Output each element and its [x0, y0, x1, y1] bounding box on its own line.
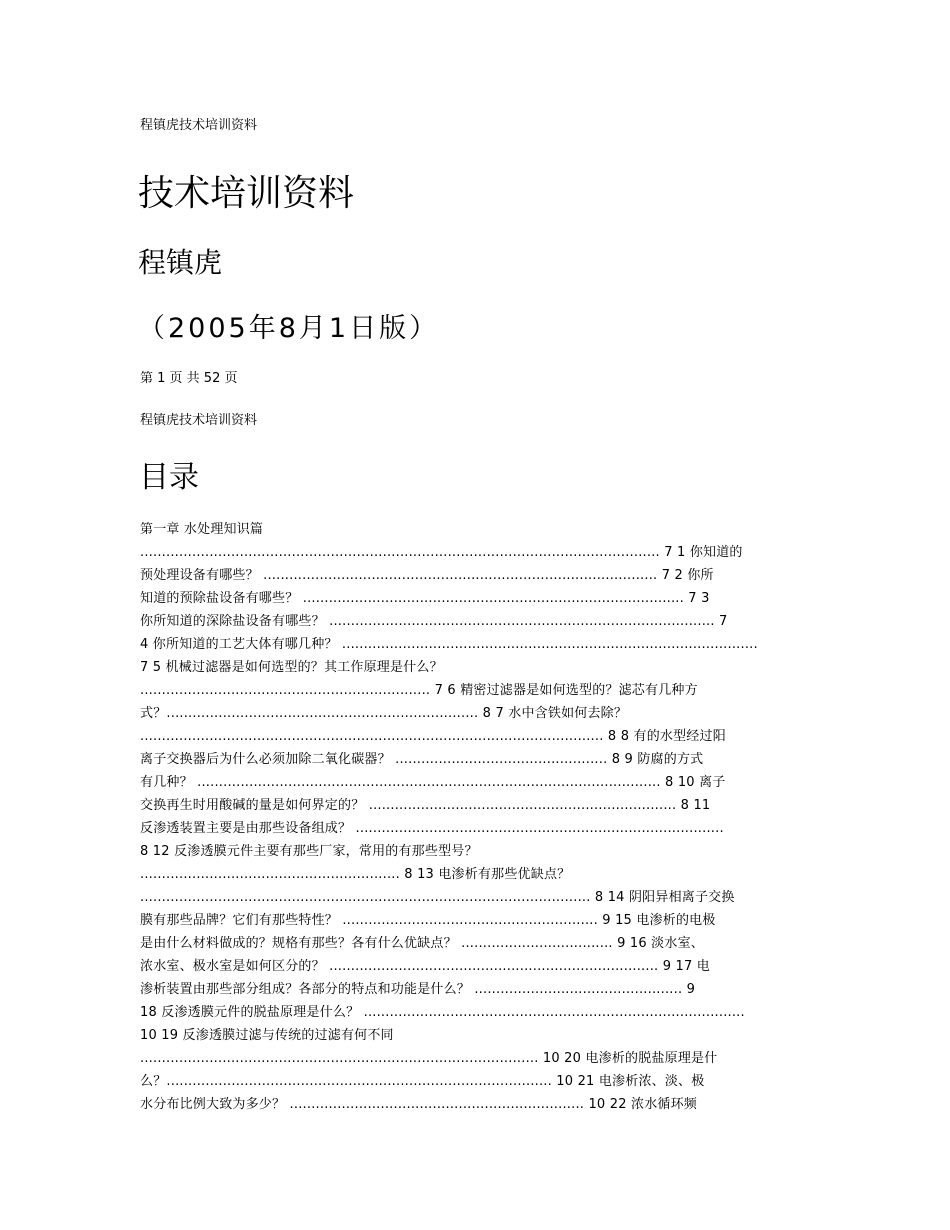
toc-line: 你所知道的深除盐设备有哪些？ ......................................................................................... 7 — [140, 614, 728, 629]
toc-line: ........................................................................................................................ 7 1 你知道的 — [140, 545, 743, 560]
running-header: 程镇虎技术培训资料 — [140, 118, 258, 133]
toc-line: 有几种？ ........................................................................................................... 8 10 离子 — [140, 775, 726, 790]
toc-line: 么？......................................................................................... 10 21 电渗析浓、淡、极 — [140, 1074, 705, 1089]
toc-line: 式？........................................................................ 8 7 水中含铁如何去除？ — [140, 706, 628, 721]
toc-line: 浓水室、极水室是如何区分的？ ............................................................................ 9 17 电 — [140, 959, 710, 974]
page-number: 第 1 页 共 52 页 — [140, 371, 238, 386]
toc-line: 膜有那些品牌？它们有那些特性？ ........................................................... 9 15 电渗析的电极 — [140, 913, 716, 928]
toc-line: 预处理设备有哪些？ ........................................................................................... 7 2 你所 — [140, 568, 714, 583]
toc-line: 4 你所知道的工艺大体有哪几种？ ................................................................................................ — [140, 637, 758, 652]
toc-line: 渗析装置由那些部分组成？各部分的特点和功能是什么？ ................................................ 9 — [140, 982, 696, 997]
toc-line: 8 12 反渗透膜元件主要有那些厂家，常用的有那些型号？ — [140, 844, 478, 859]
running-header-page2: 程镇虎技术培训资料 — [140, 413, 258, 428]
author-name: 程镇虎 — [138, 246, 223, 279]
document-title: 技术培训资料 — [138, 173, 355, 214]
toc-line: 是由什么材料做成的？规格有那些？各有什么优缺点？ ................................... 9 16 淡水室、 — [140, 936, 704, 951]
toc-line: 10 19 反渗透膜过滤与传统的过滤有何不同 — [140, 1028, 394, 1043]
toc-line: 交换再生时用酸碱的量是如何界定的？ ....................................................................... 8 11 — [140, 798, 711, 813]
toc-title: 目录 — [139, 460, 199, 495]
toc-line: ........................................................................................................... 8 8 有的水型经过阳 — [140, 729, 726, 744]
toc-line: 知道的预除盐设备有哪些？ ........................................................................................ 7 3 — [140, 591, 710, 606]
toc-line: 离子交换器后为什么必须加除二氧化碳器？ ................................................. 8 9 防腐的方式 — [140, 752, 704, 767]
toc-line: ............................................................................................ 10 20 电渗析的脱盐原理是什 — [140, 1051, 718, 1066]
toc-line: ................................................................... 7 6 精密过滤器是如何选型的？滤芯有几种方 — [140, 683, 698, 698]
toc-line: ............................................................ 8 13 电渗析有那些优缺点？ — [140, 867, 571, 882]
toc-line: 18 反渗透膜元件的脱盐原理是什么？ ........................................................................................ — [140, 1005, 745, 1020]
toc-line: 第一章 水处理知识篇 — [140, 522, 264, 537]
edition-date: （2005年8月1日版） — [138, 313, 440, 344]
toc-line: 反渗透装置主要是由那些设备组成？ ..................................................................................... — [140, 821, 724, 836]
toc-line: 水分布比例大致为多少？ .................................................................... 10 22 浓水循环频 — [140, 1097, 698, 1112]
toc-line: 7 5 机械过滤器是如何选型的？其工作原理是什么？ — [140, 660, 443, 675]
toc-line: ........................................................................................................ 8 14 阴阳异相离子交换 — [140, 890, 735, 905]
table-of-contents — [140, 518, 812, 1116]
